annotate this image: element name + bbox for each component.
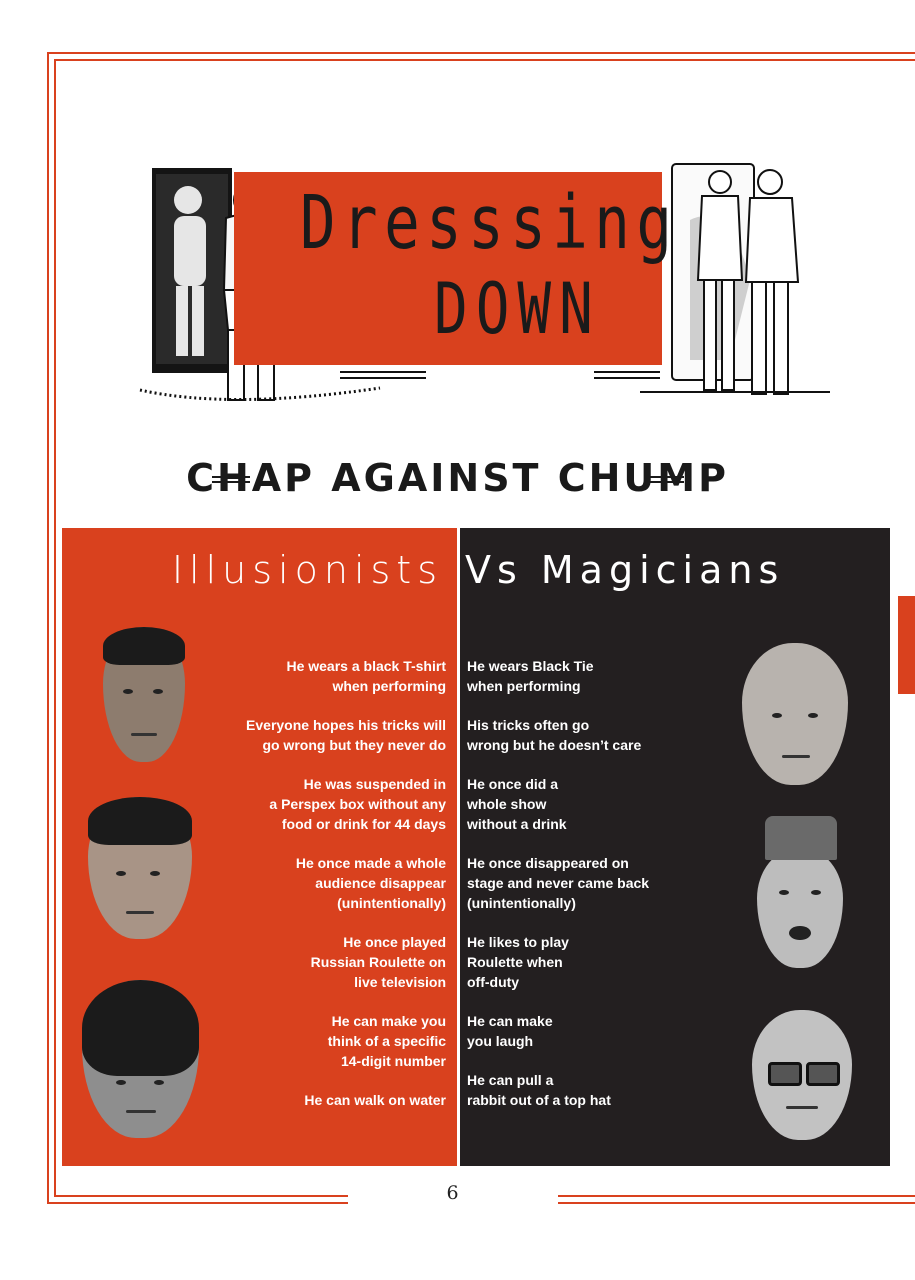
list-item: He once played Russian Roulette on live television: [310, 934, 446, 990]
side-tab: [898, 596, 915, 694]
list-item: He once made a whole audience disappear (unintentionally): [295, 855, 446, 911]
list-item: His tricks often go wrong but he doesn’t care: [467, 717, 642, 753]
list-item: Everyone hopes his tricks will go wrong but they never do: [246, 717, 446, 753]
subtitle-dash-right: [646, 476, 684, 483]
list-item: He wears Black Tie when performing: [467, 658, 594, 694]
magicians-heading: Vs Magicians: [465, 548, 785, 592]
title-line-2: DOWN: [434, 268, 601, 350]
list-item: He was suspended in a Perspex box without any food or drink for 44 days: [269, 776, 446, 832]
list-item: He wears a black T-shirt when performing: [286, 658, 446, 694]
title-line-1: Dresssing: [300, 180, 679, 266]
list-item: He can pull a rabbit out of a top hat: [467, 1072, 611, 1108]
fez-hat-icon: [765, 816, 837, 860]
subtitle: CHAP AGAINST CHUMP: [186, 456, 729, 500]
list-item: He once did a whole show without a drink: [467, 776, 567, 832]
list-item: He once disappeared on stage and never came back (unintentionally): [467, 855, 650, 911]
list-item: He can make you think of a specific 14-digit number: [327, 1013, 446, 1069]
magicians-list: [467, 656, 727, 1129]
illusionists-list: [200, 656, 446, 1129]
list-item: He can walk on water: [304, 1092, 446, 1108]
list-item: He can make you laugh: [467, 1013, 553, 1049]
list-item: He likes to play Roulette when off-duty: [467, 934, 569, 990]
page-number: 6: [446, 1182, 459, 1204]
illusionists-heading: Illusionists: [171, 548, 443, 592]
